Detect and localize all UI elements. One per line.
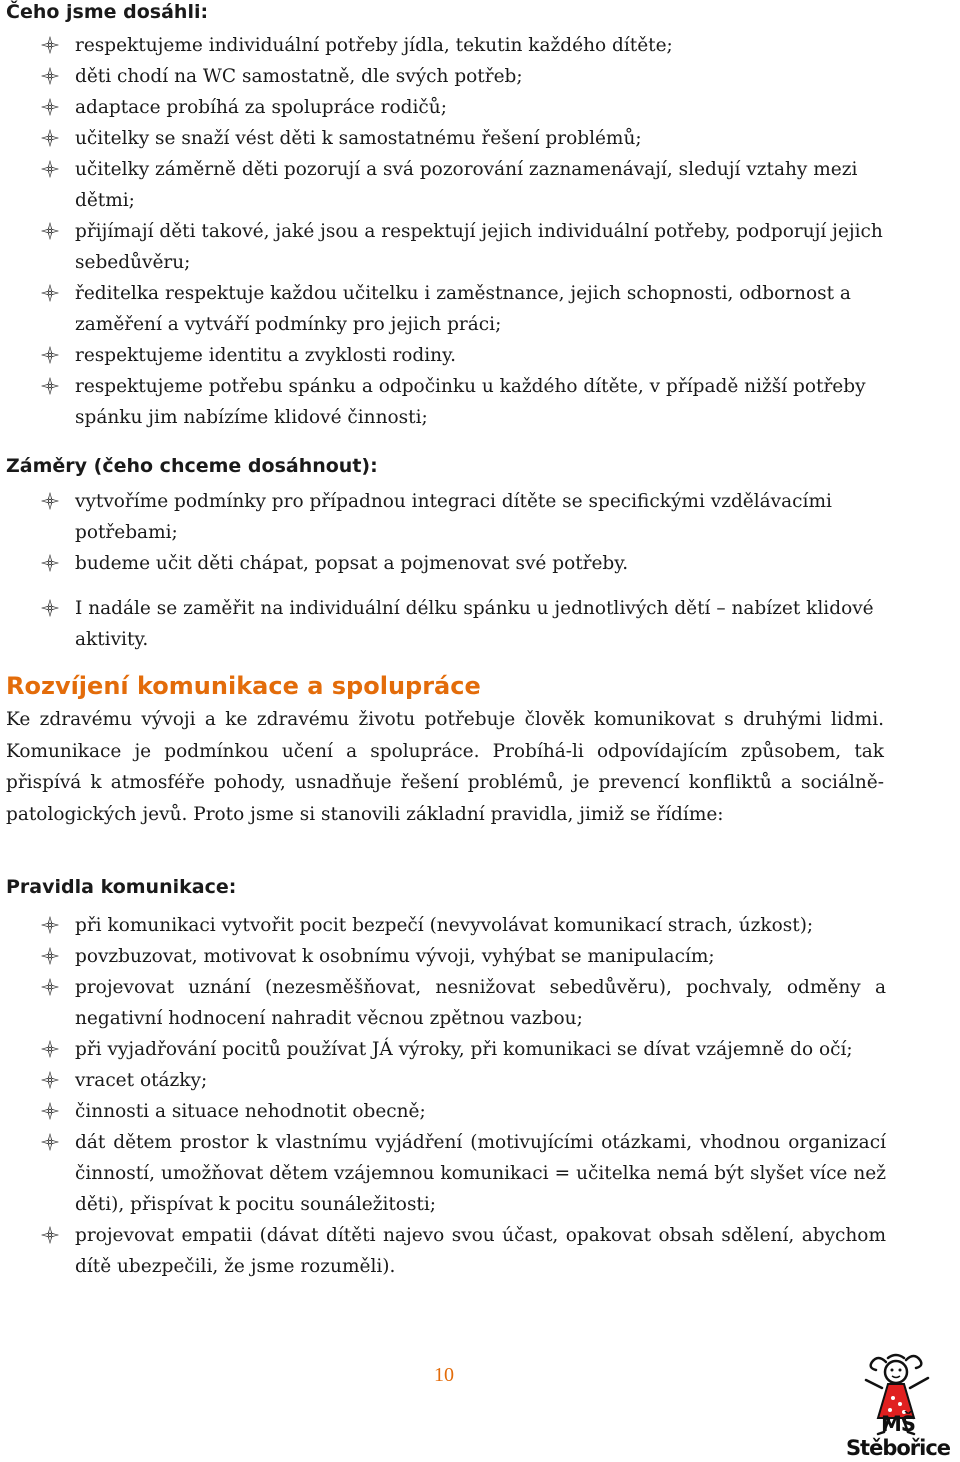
goals-heading: Záměry (čeho chceme dosáhnout):: [6, 455, 378, 477]
diamond-bullet-icon: [40, 553, 60, 573]
diamond-bullet-icon: [40, 946, 60, 966]
diamond-bullet-icon: [40, 977, 60, 997]
list-item: učitelky záměrně děti pozorují a svá pozorování zaznamenávají, sledují vztahy mezi dětmi;: [6, 154, 886, 216]
diamond-bullet-icon: [40, 345, 60, 365]
diamond-bullet-icon: [40, 97, 60, 117]
diamond-bullet-icon: [40, 66, 60, 86]
diamond-bullet-icon: [40, 915, 60, 935]
list-item: vytvoříme podmínky pro případnou integraci dítěte se specifickými vzdělávacími potřebami;: [6, 486, 886, 548]
diamond-bullet-icon: [40, 598, 60, 618]
diamond-bullet-icon: [40, 1101, 60, 1121]
list-item: budeme učit děti chápat, popsat a pojmenovat své potřeby.: [6, 548, 886, 579]
diamond-bullet-icon: [40, 1070, 60, 1090]
list-item: projevovat uznání (nezesměšňovat, nesnižovat sebedůvěru), pochvaly, odměny a negativní hodnocení nahradit věcnou zpětnou vazbou;: [6, 972, 886, 1034]
list-item: přijímají děti takové, jaké jsou a respektují jejich individuální potřeby, podporují jejich sebedůvěru;: [6, 216, 886, 278]
diamond-bullet-icon: [40, 283, 60, 303]
communication-paragraph: Ke zdravému vývoji a ke zdravému životu potřebuje člověk komunikovat s druhými lidmi. Komunikace je podmínkou učení a spolupráce. Probíhá-li odpovídajícím způsobem, tak přispívá k atmosféře pohody, usnadňuje řešení problémů, je prevencí konfliktů a sociálně-patologických jevů. Proto jsme si stanovili základní pravidla, jimiž se řídíme:: [6, 709, 884, 825]
goals-list: [6, 486, 886, 655]
rules-heading: Pravidla komunikace:: [6, 876, 237, 898]
achievements-heading: Čeho jsme dosáhli:: [6, 1, 209, 23]
list-item: při vyjadřování pocitů používat JÁ výroky, při komunikaci se dívat vzájemně do očí;: [6, 1034, 886, 1065]
diamond-bullet-icon: [40, 491, 60, 511]
section-title: Rozvíjení komunikace a spolupráce: [6, 672, 481, 700]
list-item: dát dětem prostor k vlastnímu vyjádření (motivujícími otázkami, vhodnou organizací činností, umožňovat dětem vzájemnou komunikaci = učitelka nemá být slyšet více než děti), přispívat k pocitu sounáležitosti;: [6, 1127, 886, 1220]
diamond-bullet-icon: [40, 376, 60, 396]
list-item: adaptace probíhá za spolupráce rodičů;: [6, 92, 886, 123]
list-item: I nadále se zaměřit na individuální délku spánku u jednotlivých dětí – nabízet klidové aktivity.: [6, 593, 886, 655]
diamond-bullet-icon: [40, 1225, 60, 1245]
list-item: respektujeme identitu a zvyklosti rodiny.: [6, 340, 886, 371]
list-item: ředitelka respektuje každou učitelku i zaměstnance, jejich schopnosti, odbornost a zaměření a vytváří podmínky pro jejich práci;: [6, 278, 886, 340]
page-number: 10: [434, 1364, 454, 1386]
achievements-list: [6, 30, 886, 433]
diamond-bullet-icon: [40, 35, 60, 55]
list-item: povzbuzovat, motivovat k osobnímu vývoji, vyhýbat se manipulacím;: [6, 941, 886, 972]
list-item: projevovat empatii (dávat dítěti najevo svou účast, opakovat obsah sdělení, abychom dítě ubezpečili, že jsme rozuměli).: [6, 1220, 886, 1282]
diamond-bullet-icon: [40, 128, 60, 148]
list-item: činnosti a situace nehodnotit obecně;: [6, 1096, 886, 1127]
school-logo: [836, 1352, 960, 1462]
list-item: při komunikaci vytvořit pocit bezpečí (nevyvolávat komunikací strach, úzkost);: [6, 910, 886, 941]
list-item: respektujeme individuální potřeby jídla, tekutin každého dítěte;: [6, 30, 886, 61]
diamond-bullet-icon: [40, 159, 60, 179]
diamond-bullet-icon: [40, 1132, 60, 1152]
rules-list: [6, 910, 886, 1282]
list-item: vracet otázky;: [6, 1065, 886, 1096]
diamond-bullet-icon: [40, 221, 60, 241]
list-item: učitelky se snaží vést děti k samostatnému řešení problémů;: [6, 123, 886, 154]
diamond-bullet-icon: [40, 1039, 60, 1059]
logo-text: MŠ Stěbořice: [845, 1412, 951, 1460]
list-item: děti chodí na WC samostatně, dle svých potřeb;: [6, 61, 886, 92]
list-item: respektujeme potřebu spánku a odpočinku u každého dítěte, v případě nižší potřeby spánku jim nabízíme klidové činnosti;: [6, 371, 886, 433]
